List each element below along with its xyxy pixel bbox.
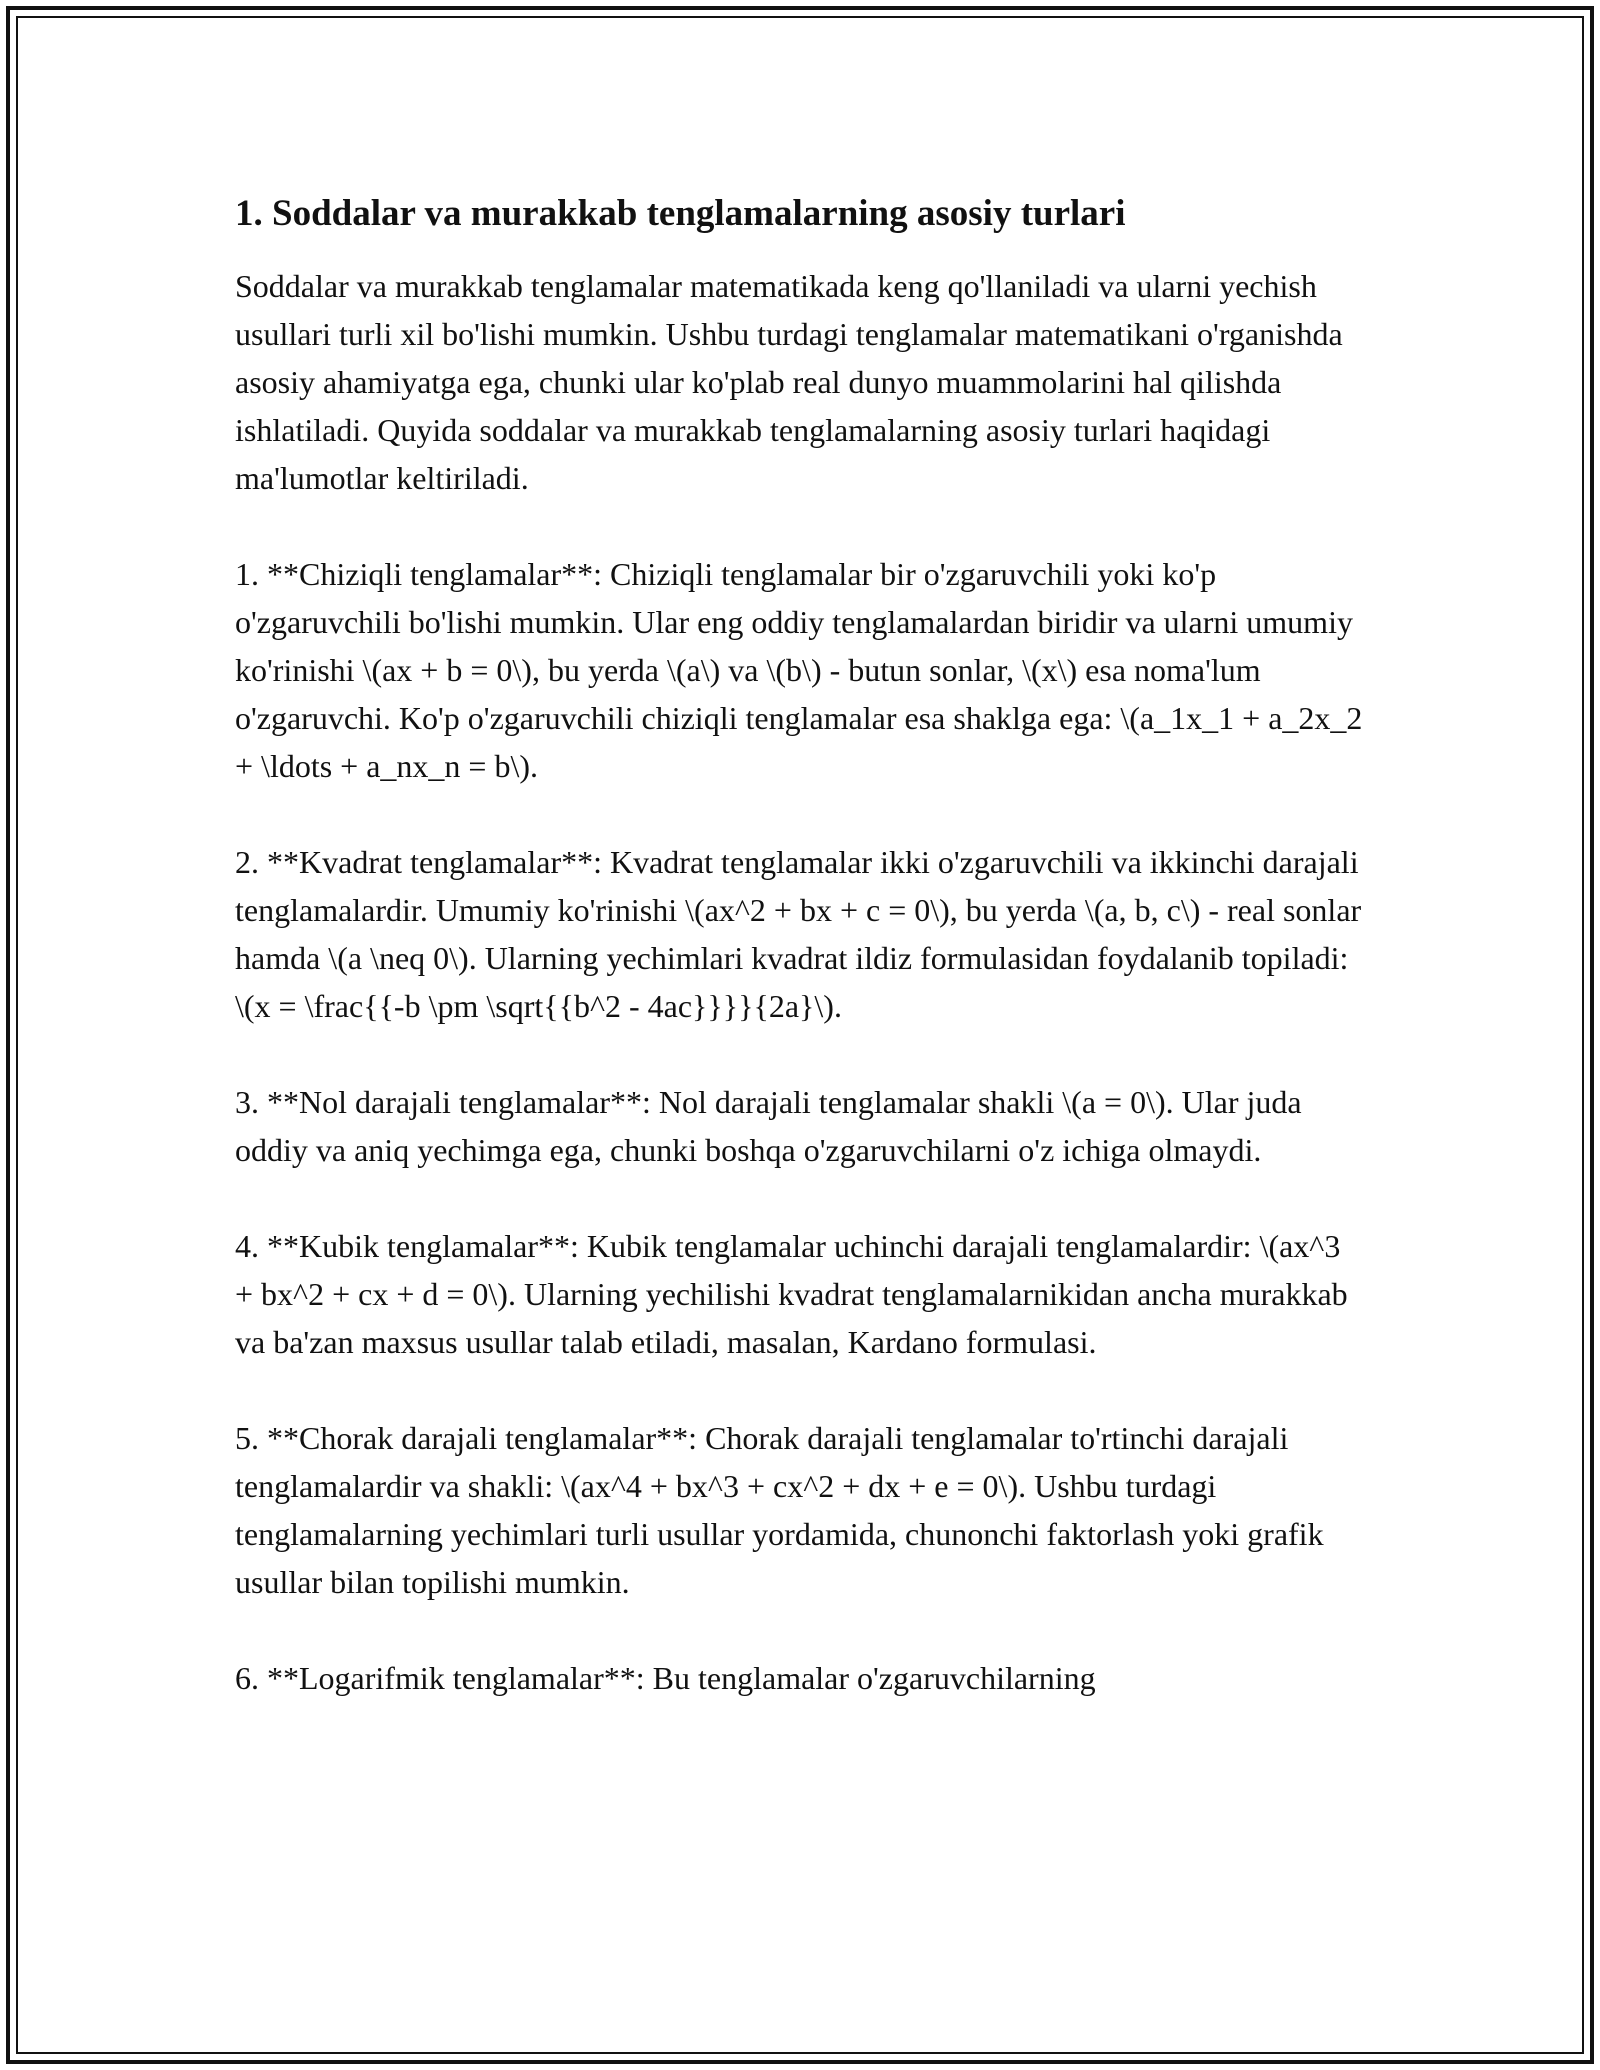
paragraph-quadratic-equations: 2. **Kvadrat tenglamalar**: Kvadrat tenglamalar ikki o'zgaruvchili va ikkinchi darajali tenglamalardir. Umumiy ko'rinishi \(ax^2 + bx + c = 0\), bu yerda \(a, b, c\) - real sonlar hamda \(a \neq 0\). Ularning yechimlari kvadrat ildiz formulasidan foydalanib topiladi: \(x = \frac{{-b \pm \sqrt{{b^2 - 4ac}}}}{2a}\). — [235, 844, 1362, 1024]
paragraph-cubic-equations: 4. **Kubik tenglamalar**: Kubik tenglamalar uchinchi darajali tenglamalardir: \(ax^3 + bx^2 + cx + d = 0\). Ularning yechilishi kvadrat tenglamalarnikidan ancha murakkab va ba'zan maxsus usullar talab etiladi, masalan, Kardano formulasi. — [235, 1228, 1348, 1360]
paragraph-linear-equations: 1. **Chiziqli tenglamalar**: Chiziqli tenglamalar bir o'zgaruvchili yoki ko'p o'zgaruvchili bo'lishi mumkin. Ular eng oddiy tenglamalardan biridir va ularni umumiy ko'rinishi \(ax + b = 0\), bu yerda \(a\) va \(b\) - butun sonlar, \(x\) esa noma'lum o'zgaruvchi. Ko'p o'zgaruvchili chiziqli tenglamalar esa shaklga ega: \(a_1x_1 + a_2x_2 + \ldots + a_nx_n = b\). — [235, 556, 1363, 784]
paragraph-zero-degree-equations: 3. **Nol darajali tenglamalar**: Nol darajali tenglamalar shakli \(a = 0\). Ular juda oddiy va aniq yechimga ega, chunki boshqa o'zgaruvchilarni o'z ichiga olmaydi. — [235, 1084, 1302, 1168]
paragraph-quartic-equations: 5. **Chorak darajali tenglamalar**: Chorak darajali tenglamalar to'rtinchi darajali tenglamalardir va shakli: \(ax^4 + bx^3 + cx^2 + dx + e = 0\). Ushbu turdagi tenglamalarning yechimlari turli usullar yordamida, chunonchi faktorlash yoki grafik usullar bilan topilishi mumkin. — [235, 1420, 1324, 1600]
document-title: 1. Soddalar va murakkab tenglamalarning asosiy turlari — [235, 193, 1126, 234]
intro-paragraph: Soddalar va murakkab tenglamalar matematikada keng qo'llaniladi va ularni yechish usullari turli xil bo'lishi mumkin. Ushbu turdagi tenglamalar matematikani o'rganishda asosiy ahamiyatga ega, chunki ular ko'plab real dunyo muammolarini hal qilishda ishlatiladi. Quyida soddalar va murakkab tenglamalarning asosiy turlari haqidagi ma'lumotlar keltiriladi. — [235, 268, 1343, 496]
paragraph-logarithmic-equations: 6. **Logarifmik tenglamalar**: Bu tenglamalar o'zgaruvchilarning — [235, 1660, 1096, 1696]
document-body — [235, 188, 1365, 1750]
